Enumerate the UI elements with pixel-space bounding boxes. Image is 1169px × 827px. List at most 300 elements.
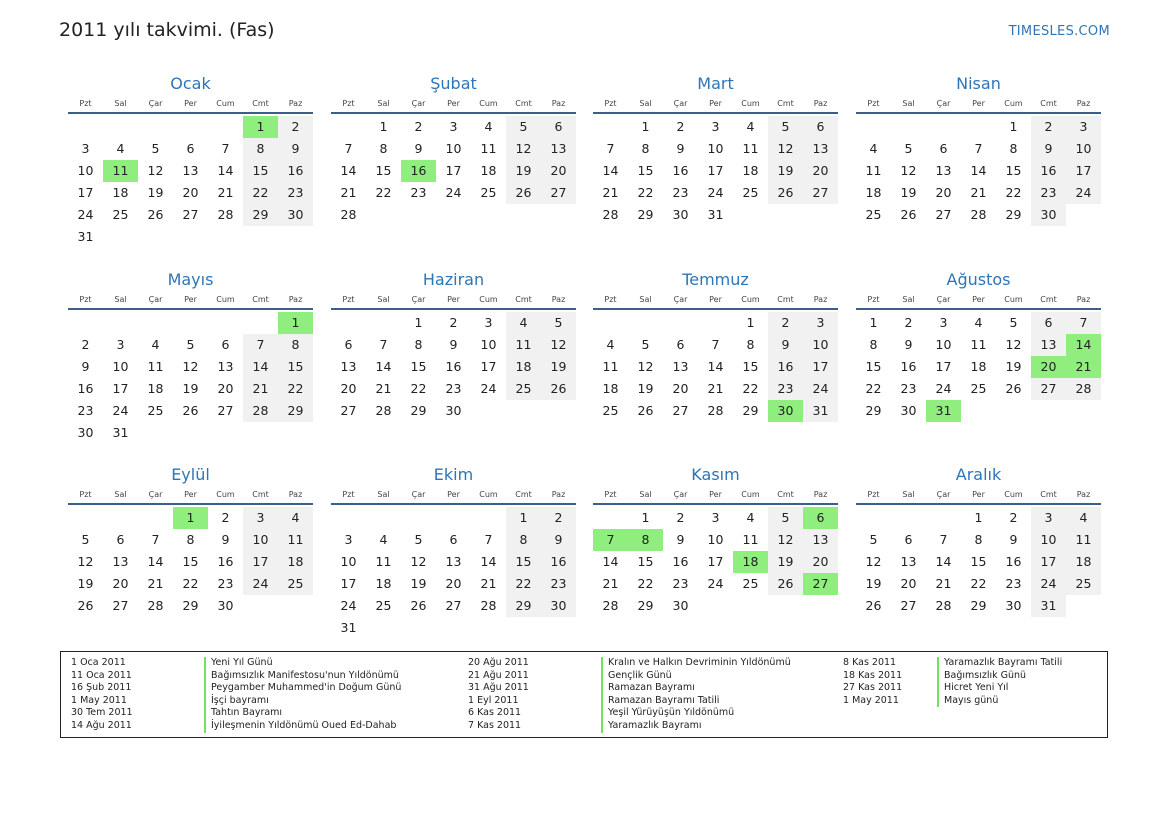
weekday-label: Cum (1004, 490, 1023, 499)
holiday-name: Yaramazlık Bayramı Tatili (937, 657, 1062, 670)
day-cell: 24 (707, 185, 724, 200)
day-cell: 4 (869, 141, 878, 156)
day-cell: 25 (602, 403, 619, 418)
day-cell: 9 (676, 532, 685, 547)
month-calendar (68, 73, 313, 248)
day-cell: 11 (602, 359, 619, 374)
weekday-label: Paz (1076, 295, 1091, 304)
day-cell: 18 (742, 163, 759, 178)
weekday-label: Pzt (867, 295, 880, 304)
day-cell: 2 (1009, 510, 1018, 525)
day-cell: 19 (900, 185, 917, 200)
day-cell: 13 (112, 554, 129, 569)
day-cell: 16 (1005, 554, 1022, 569)
day-cell: 7 (606, 141, 615, 156)
empty-cell (961, 116, 996, 138)
day-cell: 27 (803, 182, 838, 204)
day-cell: 5 (81, 532, 90, 547)
holiday-name: Yeşil Yürüyüşün Yıldönümü (601, 707, 734, 720)
day-cell: 10 (803, 334, 838, 356)
day-cell: 3 (1031, 507, 1066, 529)
day-cell: 14 (340, 163, 357, 178)
day-cell: 17 (340, 576, 357, 591)
day-cell: 24 (340, 598, 357, 613)
weekday-header (68, 97, 313, 114)
day-cell: 3 (939, 315, 948, 330)
day-cell: 9 (278, 138, 313, 160)
weekday-label: Cum (479, 490, 498, 499)
day-cell: 10 (340, 554, 357, 569)
day-cell: 7 (711, 337, 720, 352)
day-cell: 13 (445, 554, 462, 569)
weekday-label: Sal (114, 295, 127, 304)
day-cell: 14 (602, 163, 619, 178)
day-cell: 18 (602, 381, 619, 396)
day-cell: 13 (672, 359, 689, 374)
month-calendar (593, 269, 838, 422)
day-cell: 6 (676, 337, 685, 352)
weekday-label: Cmt (252, 490, 269, 499)
weekday-label: Çar (148, 99, 163, 108)
day-cell: 2 (904, 315, 913, 330)
day-cell: 28 (1066, 378, 1101, 400)
weekday-label: Paz (551, 490, 566, 499)
weekday-header (856, 293, 1101, 310)
empty-cell (593, 312, 628, 334)
day-cell: 6 (116, 532, 125, 547)
day-cell: 9 (414, 141, 423, 156)
day-cell: 12 (900, 163, 917, 178)
day-cell: 21 (217, 185, 234, 200)
day-cell: 17 (480, 359, 497, 374)
day-cell: 6 (221, 337, 230, 352)
month-name: Haziran (422, 270, 485, 289)
day-cell: 31 (77, 229, 94, 244)
empty-cell (593, 116, 628, 138)
day-cell: 2 (449, 315, 458, 330)
day-cell: 25 (375, 598, 392, 613)
weekday-label: Paz (813, 490, 828, 499)
day-cell: 27 (1031, 378, 1066, 400)
day-cell: 13 (182, 163, 199, 178)
empty-cell (628, 312, 663, 334)
weekday-label: Cum (1004, 295, 1023, 304)
day-cell: 30 (217, 598, 234, 613)
weekday-label: Cmt (1040, 490, 1057, 499)
weekday-header (593, 293, 838, 310)
weekday-label: Sal (902, 99, 915, 108)
day-cell: 29 (506, 595, 541, 617)
day-cell: 10 (112, 359, 129, 374)
day-cell: 5 (186, 337, 195, 352)
day-cell: 26 (410, 598, 427, 613)
day-cell: 4 (484, 119, 493, 134)
day-cell: 20 (803, 551, 838, 573)
weekday-label: Cmt (252, 295, 269, 304)
day-cell: 21 (480, 576, 497, 591)
weekday-label: Pzt (604, 295, 617, 304)
day-cell: 24 (935, 381, 952, 396)
day-cell: 4 (116, 141, 125, 156)
day-cell: 30 (672, 598, 689, 613)
day-cell: 23 (410, 185, 427, 200)
weekday-label: Sal (377, 490, 390, 499)
empty-cell (698, 312, 733, 334)
empty-cell (103, 312, 138, 334)
day-cell: 20 (445, 576, 462, 591)
day-cell: 20 (340, 381, 357, 396)
day-cell: 27 (541, 182, 576, 204)
day-cell: 12 (768, 138, 803, 160)
day-cell: 23 (900, 381, 917, 396)
day-cell: 5 (869, 532, 878, 547)
day-cell: 3 (449, 119, 458, 134)
month-calendar (68, 464, 313, 617)
holiday-name: Mayıs günü (937, 695, 998, 708)
weekday-label: Çar (411, 295, 426, 304)
holiday-name: Ramazan Bayramı (601, 682, 695, 695)
day-grid (856, 312, 1101, 422)
day-cell: 7 (379, 337, 388, 352)
day-cell: 18 (1066, 551, 1101, 573)
day-cell: 17 (707, 554, 724, 569)
day-cell: 25 (506, 378, 541, 400)
empty-cell (926, 116, 961, 138)
day-cell: 13 (1031, 334, 1066, 356)
day-cell: 18 (506, 356, 541, 378)
day-cell: 25 (742, 185, 759, 200)
month-name: Aralık (955, 465, 1002, 484)
day-cell: 4 (746, 510, 755, 525)
weekday-label: Paz (813, 99, 828, 108)
day-cell: 16 (278, 160, 313, 182)
day-grid (856, 507, 1101, 617)
day-cell: 5 (768, 116, 803, 138)
weekday-label: Çar (411, 490, 426, 499)
day-cell: 17 (1066, 160, 1101, 182)
holiday-entry (71, 695, 401, 708)
day-cell: 19 (147, 185, 164, 200)
day-cell: 15 (243, 160, 278, 182)
day-cell: 4 (606, 337, 615, 352)
day-cell: 28 (340, 207, 357, 222)
day-cell: 21 (602, 185, 619, 200)
day-cell: 29 (410, 403, 427, 418)
holiday-day-cell: 11 (103, 160, 138, 182)
weekday-label: Sal (377, 99, 390, 108)
day-cell: 3 (803, 312, 838, 334)
day-cell: 19 (1005, 359, 1022, 374)
day-cell: 19 (182, 381, 199, 396)
weekday-label: Paz (1076, 99, 1091, 108)
day-cell: 15 (637, 163, 654, 178)
day-cell: 14 (243, 356, 278, 378)
day-cell: 27 (900, 598, 917, 613)
day-grid (593, 507, 838, 617)
day-cell: 21 (340, 185, 357, 200)
day-cell: 31 (707, 207, 724, 222)
day-cell: 29 (278, 400, 313, 422)
brand-link[interactable]: TIMESLES.COM (1008, 24, 1110, 39)
day-cell: 20 (803, 160, 838, 182)
day-cell: 12 (147, 163, 164, 178)
day-cell: 21 (602, 576, 619, 591)
day-cell: 19 (637, 381, 654, 396)
month-name: Eylül (171, 465, 210, 484)
day-cell: 8 (746, 337, 755, 352)
weekday-label: Sal (114, 490, 127, 499)
day-cell: 10 (935, 337, 952, 352)
holiday-entry (71, 670, 401, 683)
day-cell: 23 (768, 378, 803, 400)
day-cell: 3 (1066, 116, 1101, 138)
day-cell: 8 (641, 141, 650, 156)
day-cell: 13 (340, 359, 357, 374)
holiday-day-cell: 1 (278, 312, 313, 334)
holiday-date: 1 May 2011 (71, 694, 127, 706)
weekday-header (331, 488, 576, 505)
day-cell: 21 (935, 576, 952, 591)
day-cell: 29 (243, 204, 278, 226)
empty-cell (68, 312, 103, 334)
day-cell: 29 (637, 207, 654, 222)
day-cell: 17 (803, 356, 838, 378)
holiday-day-cell: 30 (768, 400, 803, 422)
day-grid (331, 312, 576, 422)
day-cell: 28 (217, 207, 234, 222)
day-cell: 6 (939, 141, 948, 156)
weekday-label: Cum (216, 99, 235, 108)
day-cell: 15 (278, 356, 313, 378)
weekday-label: Cum (479, 99, 498, 108)
day-cell: 19 (77, 576, 94, 591)
day-cell: 26 (182, 403, 199, 418)
day-cell: 12 (506, 138, 541, 160)
day-cell: 5 (151, 141, 160, 156)
day-cell: 30 (1031, 204, 1066, 226)
day-cell: 17 (77, 185, 94, 200)
weekday-label: Per (972, 490, 985, 499)
day-cell: 19 (410, 576, 427, 591)
day-cell: 25 (865, 207, 882, 222)
weekday-header (331, 293, 576, 310)
day-cell: 8 (379, 141, 388, 156)
day-cell: 21 (147, 576, 164, 591)
month-name: Temmuz (682, 270, 749, 289)
holiday-day-cell: 6 (803, 507, 838, 529)
day-cell: 23 (672, 576, 689, 591)
weekday-label: Sal (902, 295, 915, 304)
day-cell: 9 (676, 141, 685, 156)
day-cell: 25 (970, 381, 987, 396)
day-cell: 10 (480, 337, 497, 352)
day-cell: 13 (900, 554, 917, 569)
weekday-label: Cmt (1040, 295, 1057, 304)
day-grid (593, 116, 838, 226)
day-cell: 11 (865, 163, 882, 178)
holiday-name: Kralın ve Halkın Devriminin Yıldönümü (601, 657, 791, 670)
day-cell: 14 (970, 163, 987, 178)
day-cell: 11 (375, 554, 392, 569)
day-cell: 6 (449, 532, 458, 547)
weekday-label: Cmt (515, 490, 532, 499)
day-cell: 30 (77, 425, 94, 440)
weekday-label: Çar (936, 295, 951, 304)
holiday-entry (71, 682, 401, 695)
holiday-date: 21 Ağu 2011 (468, 669, 529, 681)
weekday-label: Paz (288, 295, 303, 304)
day-cell: 8 (869, 337, 878, 352)
weekday-label: Per (972, 99, 985, 108)
empty-cell (366, 507, 401, 529)
weekday-label: Çar (673, 490, 688, 499)
holiday-date: 14 Ağu 2011 (71, 719, 132, 731)
day-cell: 30 (278, 204, 313, 226)
day-cell: 26 (77, 598, 94, 613)
empty-cell (208, 116, 243, 138)
holiday-day-cell: 1 (243, 116, 278, 138)
month-calendar (331, 73, 576, 226)
holiday-date: 1 May 2011 (843, 694, 899, 706)
day-cell: 22 (243, 182, 278, 204)
day-cell: 18 (278, 551, 313, 573)
holiday-column-3 (843, 657, 1062, 707)
day-cell: 15 (375, 163, 392, 178)
day-cell: 2 (768, 312, 803, 334)
day-cell: 29 (742, 403, 759, 418)
day-cell: 4 (974, 315, 983, 330)
day-cell: 22 (865, 381, 882, 396)
day-cell: 24 (243, 573, 278, 595)
weekday-label: Per (447, 295, 460, 304)
day-cell: 14 (217, 163, 234, 178)
day-cell: 26 (865, 598, 882, 613)
day-cell: 3 (484, 315, 493, 330)
weekday-label: Sal (902, 490, 915, 499)
day-cell: 9 (768, 334, 803, 356)
weekday-label: Pzt (867, 490, 880, 499)
day-cell: 24 (1066, 182, 1101, 204)
weekday-header (593, 97, 838, 114)
day-cell: 16 (768, 356, 803, 378)
day-cell: 20 (900, 576, 917, 591)
day-cell: 6 (186, 141, 195, 156)
day-cell: 16 (217, 554, 234, 569)
day-cell: 23 (77, 403, 94, 418)
day-cell: 25 (112, 207, 129, 222)
weekday-label: Paz (813, 295, 828, 304)
weekday-label: Cum (741, 295, 760, 304)
day-cell: 14 (480, 554, 497, 569)
day-cell: 22 (1005, 185, 1022, 200)
day-cell: 18 (112, 185, 129, 200)
day-cell: 14 (935, 554, 952, 569)
day-cell: 15 (410, 359, 427, 374)
holiday-name: Gençlik Günü (601, 670, 672, 683)
weekday-label: Çar (673, 295, 688, 304)
day-cell: 28 (935, 598, 952, 613)
day-cell: 24 (803, 378, 838, 400)
day-cell: 30 (900, 403, 917, 418)
day-cell: 3 (116, 337, 125, 352)
month-name: Ocak (170, 74, 211, 93)
day-cell: 5 (641, 337, 650, 352)
day-cell: 15 (1005, 163, 1022, 178)
day-cell: 9 (1009, 532, 1018, 547)
page-title: 2011 yılı takvimi. (Fas) (59, 19, 275, 41)
day-cell: 20 (217, 381, 234, 396)
day-cell: 7 (484, 532, 493, 547)
holiday-day-cell: 21 (1066, 356, 1101, 378)
day-cell: 16 (445, 359, 462, 374)
month-calendar (593, 73, 838, 226)
day-cell: 10 (707, 532, 724, 547)
day-cell: 20 (112, 576, 129, 591)
day-cell: 9 (81, 359, 90, 374)
weekday-label: Paz (288, 490, 303, 499)
day-cell: 2 (541, 507, 576, 529)
day-cell: 11 (480, 141, 497, 156)
day-cell: 8 (974, 532, 983, 547)
day-cell: 15 (637, 554, 654, 569)
day-cell: 31 (340, 620, 357, 635)
holiday-name: Bağımsızlık Manifestosu'nun Yıldönümü (204, 670, 399, 683)
empty-cell (103, 507, 138, 529)
weekday-label: Pzt (79, 295, 92, 304)
weekday-label: Cmt (1040, 99, 1057, 108)
day-cell: 8 (414, 337, 423, 352)
day-cell: 14 (707, 359, 724, 374)
holiday-entry (468, 707, 791, 720)
holiday-day-cell: 7 (593, 529, 628, 551)
day-cell: 16 (900, 359, 917, 374)
weekday-header (856, 97, 1101, 114)
day-cell: 18 (970, 359, 987, 374)
weekday-header (593, 488, 838, 505)
empty-cell (243, 312, 278, 334)
weekday-label: Per (709, 99, 722, 108)
day-cell: 7 (974, 141, 983, 156)
holiday-date: 6 Kas 2011 (468, 707, 522, 719)
empty-cell (331, 507, 366, 529)
weekday-label: Pzt (867, 99, 880, 108)
day-cell: 12 (865, 554, 882, 569)
weekday-label: Pzt (342, 295, 355, 304)
day-cell: 12 (541, 334, 576, 356)
day-cell: 22 (278, 378, 313, 400)
month-calendar (856, 73, 1101, 226)
day-cell: 9 (1031, 138, 1066, 160)
day-cell: 11 (742, 141, 759, 156)
day-cell: 21 (375, 381, 392, 396)
empty-cell (593, 507, 628, 529)
day-cell: 6 (1031, 312, 1066, 334)
day-cell: 24 (707, 576, 724, 591)
holiday-date: 8 Kas 2011 (843, 657, 897, 668)
day-cell: 20 (541, 160, 576, 182)
day-cell: 19 (768, 551, 803, 573)
day-cell: 20 (182, 185, 199, 200)
weekday-label: Çar (936, 99, 951, 108)
day-grid (68, 312, 313, 444)
day-cell: 17 (445, 163, 462, 178)
day-cell: 7 (939, 532, 948, 547)
empty-cell (856, 507, 891, 529)
month-calendar (856, 464, 1101, 617)
empty-cell (891, 507, 926, 529)
day-cell: 23 (1031, 182, 1066, 204)
day-cell: 10 (1066, 138, 1101, 160)
